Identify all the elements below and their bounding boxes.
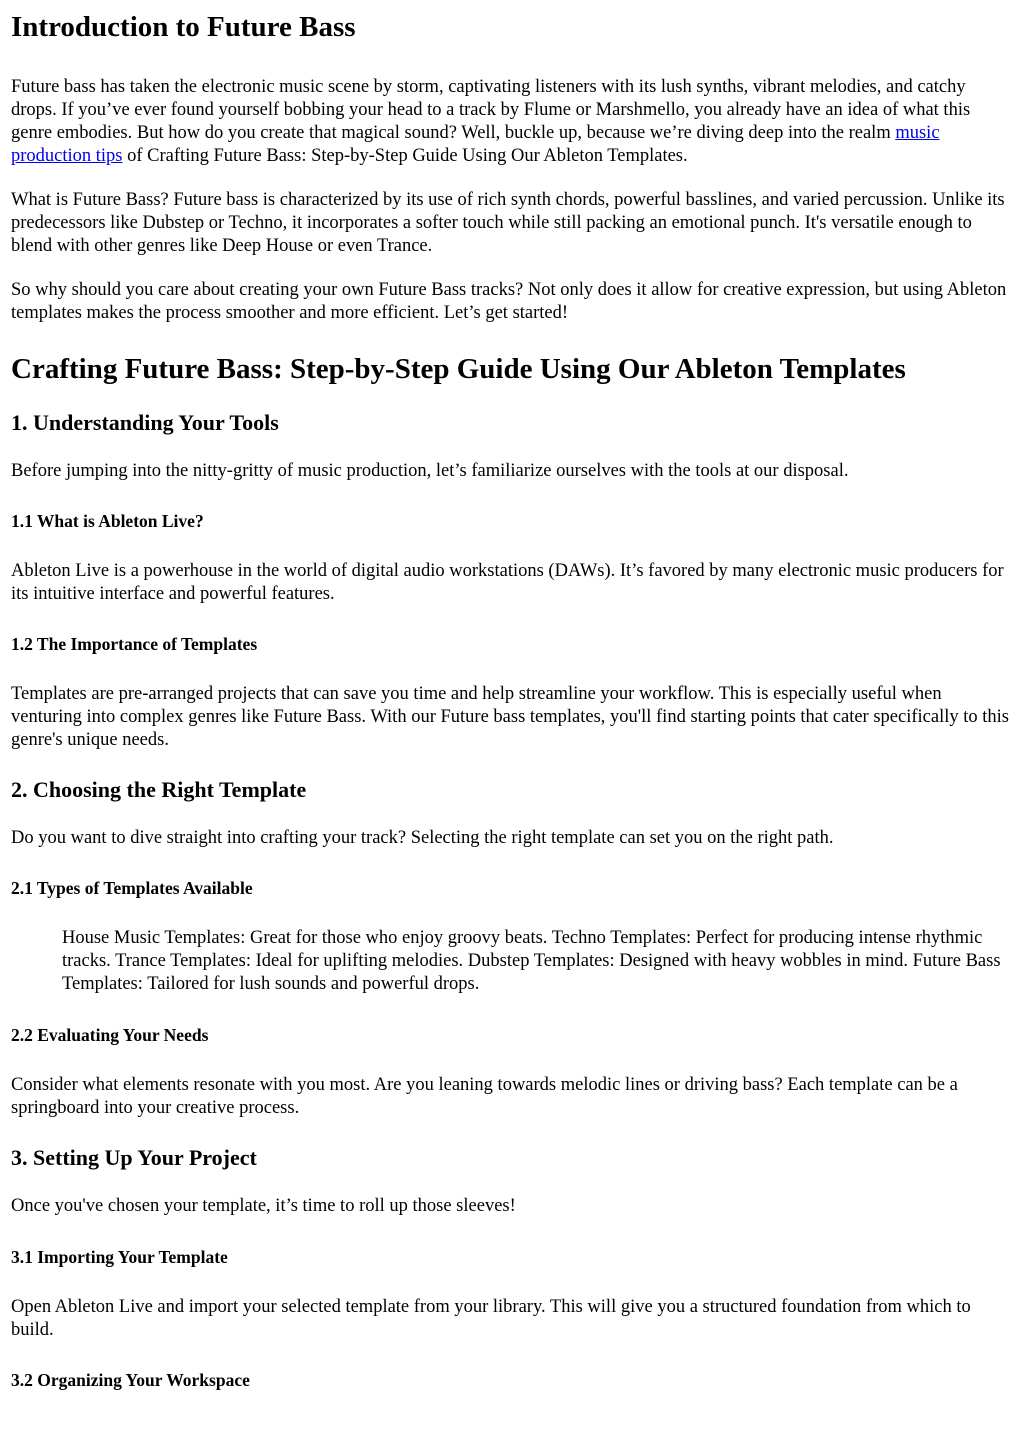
intro-heading: Introduction to Future Bass <box>11 11 356 43</box>
section-2-text: Do you want to dive straight into crafting your track? Selecting the right template can set you on the right path. <box>11 828 834 848</box>
intro-paragraph-2: What is Future Bass? Future bass is characterized by its use of rich synth chords, powerful basslines, and varied percussion. Unlike its predecessors like Dubstep or Techno, it incorporates a softer touch while still packing an emotional punch. It's versatile enough to blend with other genres like Deep House or even Trance. <box>11 190 1005 256</box>
section-1-text: Before jumping into the nitty-gritty of music production, let’s familiarize ourselves with the tools at our disposal. <box>11 461 849 481</box>
section-1-2-text: Templates are pre-arranged projects that can save you time and help streamline your workflow. This is especially useful when venturing into complex genres like Future Bass. With our Future bass templates, you'll find starting points that cater specifically to this genre's unique needs. <box>11 684 1009 750</box>
music-production-tips-link[interactable]: music production tips <box>11 123 940 166</box>
section-1-2-heading: 1.2 The Importance of Templates <box>11 634 258 654</box>
section-1-1-text: Ableton Live is a powerhouse in the world of digital audio workstations (DAWs). It’s favored by many electronic music producers for its intuitive interface and powerful features. <box>11 561 1004 604</box>
section-3-2-heading: 3.2 Organizing Your Workspace <box>11 1370 250 1390</box>
article <box>0 10 1024 1391</box>
section-2-1-heading: 2.1 Types of Templates Available <box>11 878 253 898</box>
section-3-1-heading: 3.1 Importing Your Template <box>11 1247 228 1267</box>
section-1-1-heading: 1.1 What is Ableton Live? <box>11 511 204 531</box>
intro-paragraph-1-text-after: of Crafting Future Bass: Step-by-Step Guide Using Our Ableton Templates. <box>122 146 688 166</box>
section-3-text: Once you've chosen your template, it’s time to roll up those sleeves! <box>11 1196 516 1216</box>
section-2-heading: 2. Choosing the Right Template <box>11 777 307 802</box>
section-2-2-text: Consider what elements resonate with you most. Are you leaning towards melodic lines or driving bass? Each template can be a springboard into your creative process. <box>11 1075 958 1118</box>
intro-paragraph-1-text-before: Future bass has taken the electronic music scene by storm, captivating listeners with its lush synths, vibrant melodies, and catchy drops. If you’ve ever found yourself bobbing your head to a track by Flume or Marshmello, you already have an idea of what this genre embodies. But how do you create that magical sound? Well, buckle up, because we’re diving deep into the realm <box>11 77 971 143</box>
section-2-2-heading: 2.2 Evaluating Your Needs <box>11 1025 209 1045</box>
section-1-heading: 1. Understanding Your Tools <box>11 410 279 435</box>
intro-paragraph-1 <box>11 76 1013 168</box>
section-3-heading: 3. Setting Up Your Project <box>11 1145 257 1170</box>
guide-heading: Crafting Future Bass: Step-by-Step Guide Using Our Ableton Templates <box>11 353 906 385</box>
template-types-list: House Music Templates: Great for those who enjoy groovy beats. Techno Templates: Perfect for producing intense rhythmic tracks. Trance Templates: Ideal for uplifting melodies. Dubstep Templates: Designed with heavy wobbles in mind. Future Bass Templates: Tailored for lush sounds and powerful drops. <box>62 928 1001 994</box>
section-3-1-text: Open Ableton Live and import your selected template from your library. This will give you a structured foundation from which to build. <box>11 1297 971 1340</box>
intro-paragraph-3: So why should you care about creating your own Future Bass tracks? Not only does it allow for creative expression, but using Ableton templates makes the process smoother and more efficient. Let’s get started! <box>11 280 1007 323</box>
